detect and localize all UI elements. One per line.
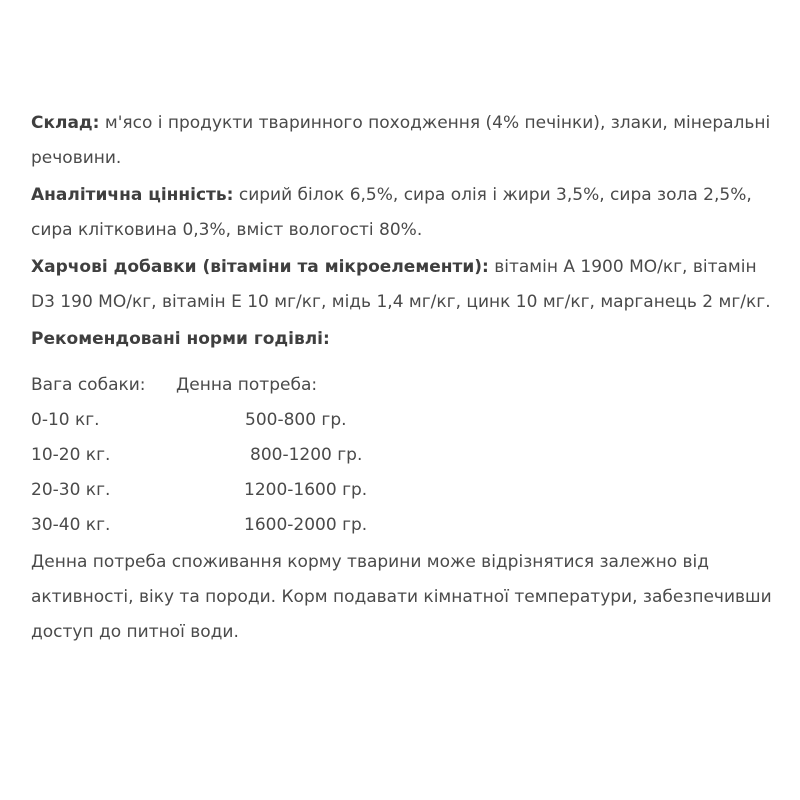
weight-cell: 30-40 кг. [31, 515, 111, 535]
composition-paragraph [31, 106, 781, 176]
composition-label: Склад: [31, 113, 100, 133]
column-header-weight: Вага собаки: [31, 375, 146, 395]
analytical-paragraph [31, 178, 781, 248]
need-cell: 1600-2000 гр. [244, 515, 368, 535]
additives-paragraph [31, 250, 781, 320]
composition-text: м'ясо і продукти тваринного походження (4% печінки), злаки, мінеральні речовини. [31, 113, 771, 168]
weight-cell: 10-20 кг. [31, 445, 111, 465]
analytical-label: Аналітична цінність: [31, 185, 234, 205]
additives-label: Харчові добавки (вітаміни та мікроелементи): [31, 257, 489, 277]
table-row [31, 473, 781, 508]
need-cell: 1200-1600 гр. [244, 480, 368, 500]
table-row [31, 403, 781, 438]
column-header-need: Денна потреба: [176, 375, 318, 395]
table-row [31, 438, 781, 473]
additives-text: вітамін A 1900 МО/кг, вітамін D3 190 МО/кг, вітамін E 10 мг/кг, мідь 1,4 мг/кг, цинк 10 мг/кг, марганець 2 мг/кг. [31, 257, 771, 312]
feeding-table-header [31, 368, 781, 403]
need-cell: 500-800 гр. [245, 410, 347, 430]
need-cell: 800-1200 гр. [250, 445, 363, 465]
analytical-text: сирий білок 6,5%, сира олія і жири 3,5%, сира зола 2,5%, сира клітковина 0,3%, вміст вологості 80%. [31, 185, 752, 240]
table-row [31, 508, 781, 543]
product-description [31, 106, 781, 652]
weight-cell: 20-30 кг. [31, 480, 111, 500]
feeding-table [31, 368, 781, 543]
feeding-note: Денна потреба споживання корму тварини може відрізнятися залежно від активності, віку та породи. Корм подавати кімнатної температури, забезпечивши доступ до питної води. [31, 552, 772, 642]
weight-cell: 0-10 кг. [31, 410, 100, 430]
feeding-heading: Рекомендовані норми годівлі: [31, 329, 330, 349]
